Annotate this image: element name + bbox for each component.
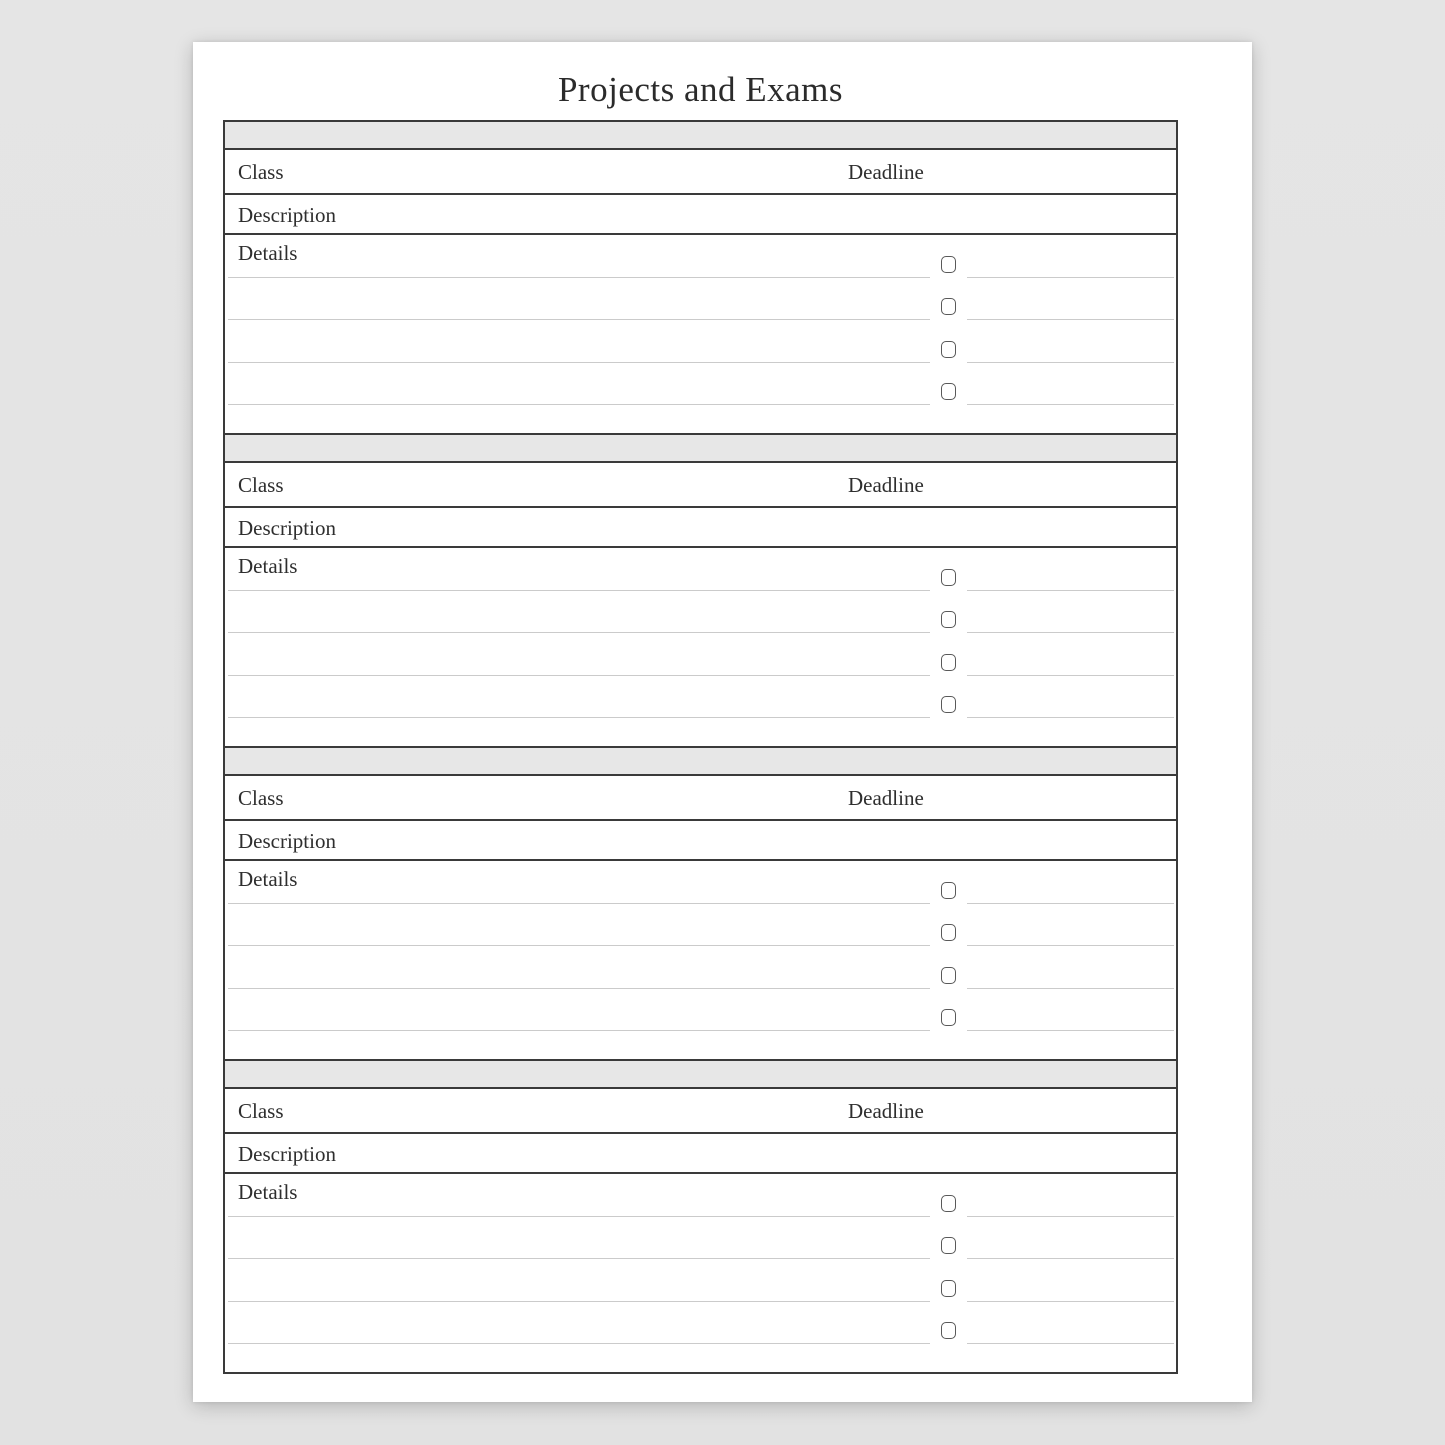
section-header-bar [225, 748, 1176, 776]
page-title: Projects and Exams [557, 70, 844, 109]
checkbox[interactable] [941, 1237, 956, 1254]
writing-line[interactable] [228, 1343, 930, 1344]
section-filler [225, 718, 1176, 746]
detail-row [225, 1259, 1176, 1302]
class-deadline-row [225, 1089, 1176, 1134]
section-header-bar [225, 122, 1176, 150]
description-row [225, 1134, 1176, 1174]
class-deadline-row [225, 150, 1176, 195]
detail-row [225, 591, 1176, 634]
section-filler [225, 1344, 1176, 1372]
checkbox[interactable] [941, 611, 956, 628]
description-label: Description [238, 516, 336, 540]
checkbox[interactable] [941, 924, 956, 941]
details-label: Details [238, 1180, 298, 1204]
description-label: Description [238, 829, 336, 853]
detail-row [225, 1174, 1176, 1217]
writing-line[interactable] [967, 404, 1174, 405]
class-label: Class [238, 786, 284, 810]
section-header-bar [225, 1061, 1176, 1089]
checkbox[interactable] [941, 882, 956, 899]
checkbox[interactable] [941, 383, 956, 400]
description-row [225, 821, 1176, 861]
writing-line[interactable] [228, 404, 930, 405]
detail-row [225, 363, 1176, 406]
project-section [225, 746, 1176, 1059]
deadline-label: Deadline [848, 473, 924, 497]
writing-line[interactable] [967, 1030, 1174, 1031]
checkbox[interactable] [941, 298, 956, 315]
checkbox[interactable] [941, 1009, 956, 1026]
description-label: Description [238, 1142, 336, 1166]
checkbox[interactable] [941, 654, 956, 671]
detail-row [225, 1302, 1176, 1345]
project-section [225, 1059, 1176, 1372]
class-deadline-row [225, 776, 1176, 821]
description-row [225, 508, 1176, 548]
writing-line[interactable] [228, 717, 930, 718]
section-filler [225, 405, 1176, 433]
checkbox[interactable] [941, 1280, 956, 1297]
checkbox[interactable] [941, 569, 956, 586]
detail-row [225, 1217, 1176, 1260]
detail-row [225, 235, 1176, 278]
section-filler [225, 1031, 1176, 1059]
writing-line[interactable] [967, 1343, 1174, 1344]
writing-line[interactable] [967, 717, 1174, 718]
detail-row [225, 904, 1176, 947]
project-section [225, 433, 1176, 746]
checkbox[interactable] [941, 341, 956, 358]
class-label: Class [238, 473, 284, 497]
detail-row [225, 320, 1176, 363]
section-header-bar [225, 435, 1176, 463]
checkbox[interactable] [941, 1195, 956, 1212]
class-label: Class [238, 1099, 284, 1123]
description-row [225, 195, 1176, 235]
class-label: Class [238, 160, 284, 184]
detail-row [225, 278, 1176, 321]
class-deadline-row [225, 463, 1176, 508]
checkbox[interactable] [941, 256, 956, 273]
detail-row [225, 989, 1176, 1032]
checkbox[interactable] [941, 967, 956, 984]
deadline-label: Deadline [848, 160, 924, 184]
detail-row [225, 946, 1176, 989]
project-section [225, 122, 1176, 433]
detail-row [225, 633, 1176, 676]
detail-row [225, 861, 1176, 904]
detail-row [225, 548, 1176, 591]
detail-row [225, 676, 1176, 719]
writing-line[interactable] [228, 1030, 930, 1031]
details-label: Details [238, 241, 298, 265]
checkbox[interactable] [941, 696, 956, 713]
projects-exams-table [223, 120, 1178, 1374]
planner-page [193, 42, 1252, 1402]
checkbox[interactable] [941, 1322, 956, 1339]
description-label: Description [238, 203, 336, 227]
details-label: Details [238, 867, 298, 891]
deadline-label: Deadline [848, 1099, 924, 1123]
deadline-label: Deadline [848, 786, 924, 810]
details-label: Details [238, 554, 298, 578]
